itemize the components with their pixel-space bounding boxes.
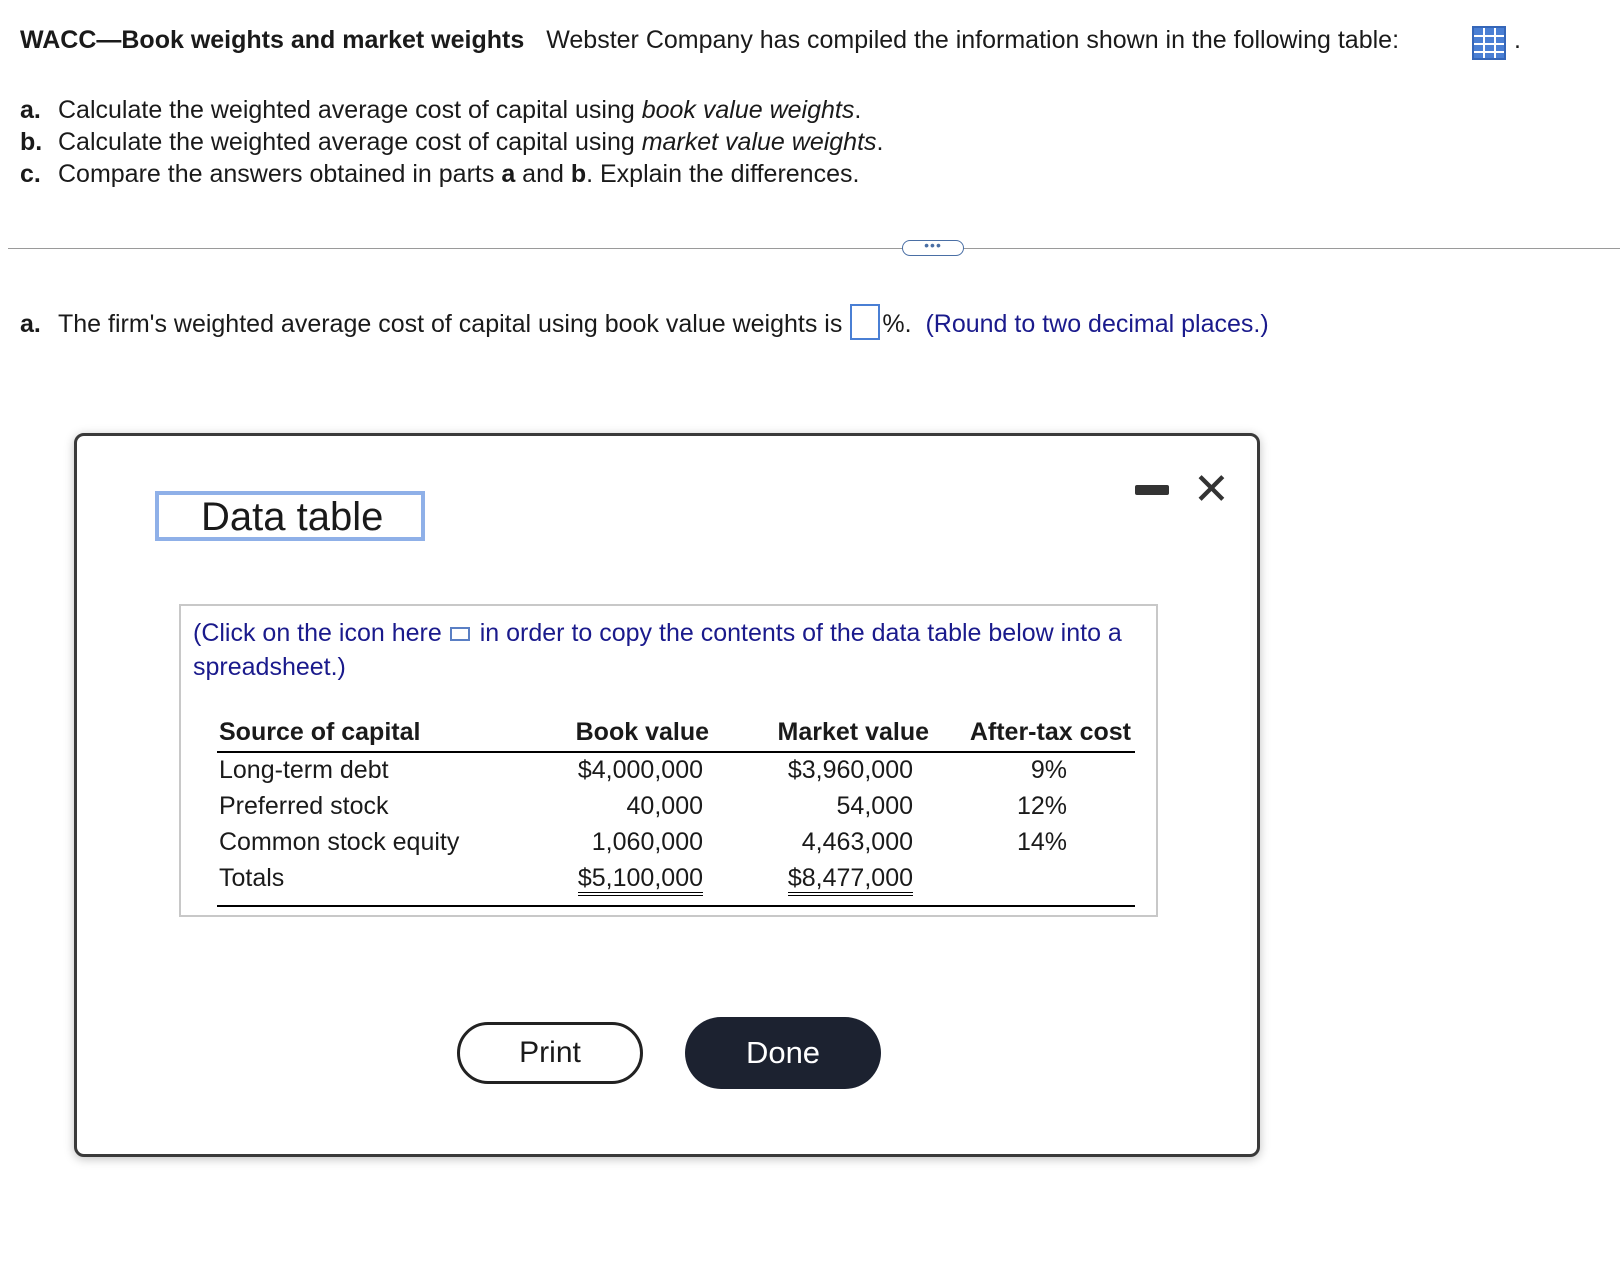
row-cost: 14% bbox=[1016, 828, 1067, 856]
wacc-answer-input[interactable] bbox=[850, 304, 880, 340]
problem-header bbox=[20, 26, 1399, 55]
table-row bbox=[217, 825, 1135, 861]
row-market: 54,000 bbox=[836, 792, 913, 820]
expand-more-button[interactable]: ••• bbox=[902, 240, 964, 256]
task-list bbox=[20, 94, 883, 190]
data-table-dialog bbox=[74, 433, 1260, 1157]
row-source: Common stock equity bbox=[219, 828, 460, 856]
row-book: 1,060,000 bbox=[591, 828, 703, 856]
task-b: b. Calculate the weighted average cost of capital using market value weights. bbox=[20, 128, 884, 156]
table-row-totals bbox=[217, 861, 1135, 906]
table-header-row bbox=[217, 716, 1135, 752]
answer-row bbox=[20, 310, 1269, 340]
done-button[interactable]: Done bbox=[685, 1017, 881, 1089]
rounding-hint: (Round to two decimal places.) bbox=[925, 310, 1269, 338]
grid-table-icon[interactable] bbox=[1472, 26, 1506, 60]
data-table-panel bbox=[179, 604, 1158, 917]
task-c: c. Compare the answers obtained in parts a and b. Explain the differences. bbox=[20, 160, 860, 188]
row-cost: 12% bbox=[1016, 792, 1067, 820]
col-header-market: Market value bbox=[721, 716, 941, 752]
divider bbox=[8, 248, 1620, 249]
row-source: Totals bbox=[217, 861, 511, 906]
problem-intro: Webster Company has compiled the information shown in the following table: bbox=[546, 26, 1400, 54]
row-book: $5,100,000 bbox=[511, 861, 721, 906]
row-cost: 9% bbox=[1030, 756, 1067, 784]
row-source: Long-term debt bbox=[219, 756, 389, 784]
answer-suffix: %. bbox=[882, 310, 912, 338]
minimize-icon[interactable] bbox=[1135, 485, 1169, 495]
print-button[interactable]: Print bbox=[457, 1022, 643, 1084]
row-book: 40,000 bbox=[626, 792, 703, 820]
row-source: Preferred stock bbox=[219, 792, 389, 820]
problem-title: WACC—Book weights and market weights bbox=[20, 26, 525, 54]
answer-question: The firm's weighted average cost of capital using book value weights is bbox=[58, 310, 843, 338]
row-market: 4,463,000 bbox=[801, 828, 913, 856]
col-header-book: Book value bbox=[511, 716, 721, 752]
task-a: a. Calculate the weighted average cost of capital using book value weights. bbox=[20, 96, 862, 124]
table-row bbox=[217, 789, 1135, 825]
capital-data-table bbox=[217, 716, 1135, 907]
answer-label: a. bbox=[20, 310, 41, 338]
row-book: $4,000,000 bbox=[577, 756, 703, 784]
col-header-cost: After-tax cost bbox=[941, 716, 1135, 752]
row-market: $3,960,000 bbox=[787, 756, 913, 784]
col-header-source: Source of capital bbox=[217, 716, 511, 752]
copy-to-spreadsheet-icon[interactable] bbox=[450, 627, 470, 641]
row-cost bbox=[941, 861, 1135, 906]
close-x-icon[interactable]: ✕ bbox=[1193, 465, 1230, 514]
dialog-title: Data table bbox=[155, 491, 425, 541]
row-market: $8,477,000 bbox=[721, 861, 941, 906]
header-period: . bbox=[1514, 26, 1521, 54]
copy-instructions: (Click on the icon here in order to copy the contents of the data table below into a spreadsheet.) bbox=[193, 619, 1122, 681]
table-row bbox=[217, 752, 1135, 789]
